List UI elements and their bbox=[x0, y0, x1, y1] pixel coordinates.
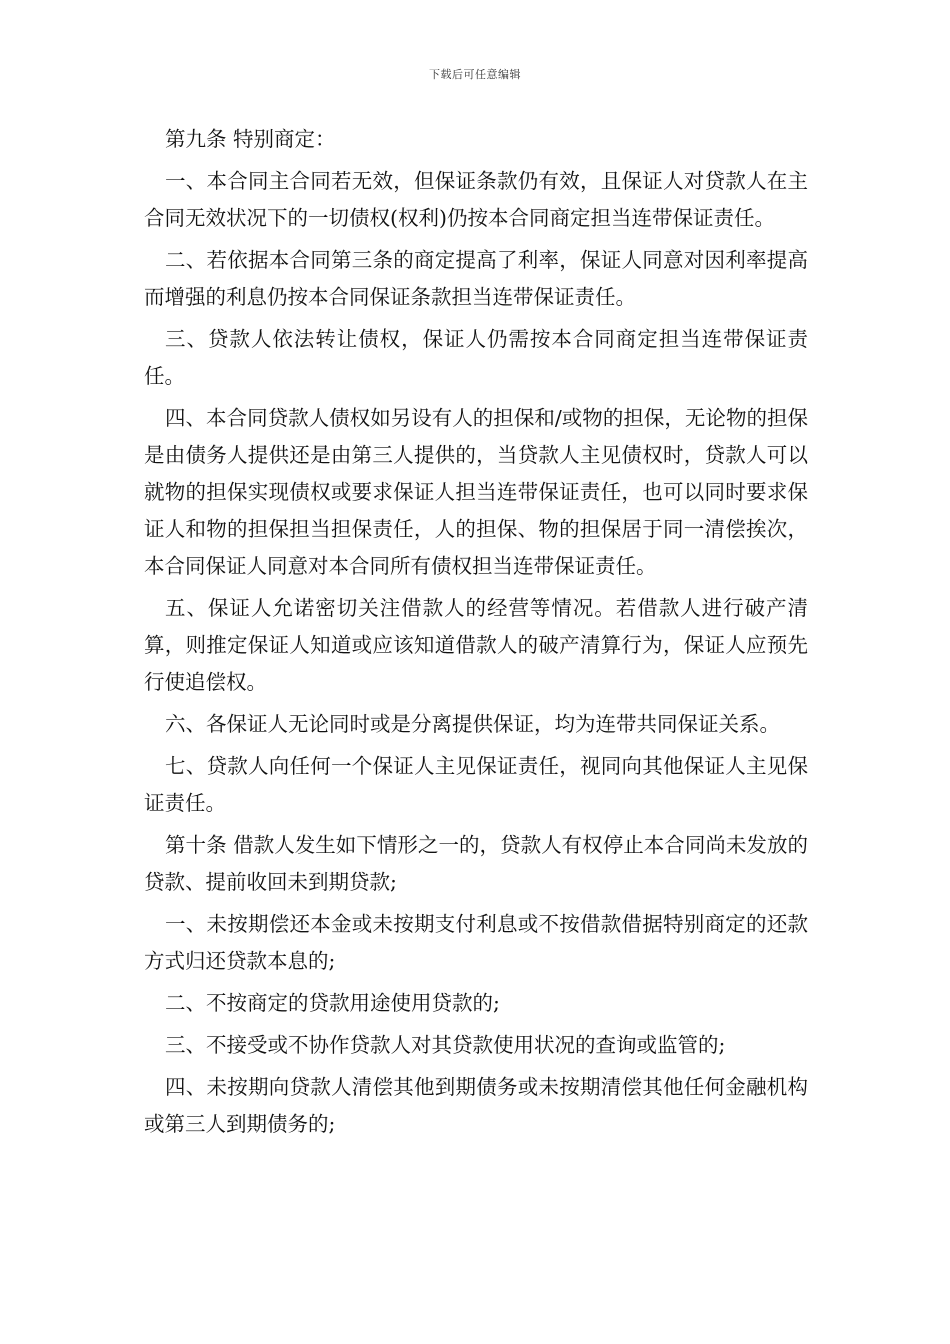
section-heading-article-9: 第九条 特别商定： bbox=[165, 127, 336, 151]
clause-paragraph: 二、不按商定的贷款用途使用贷款的; bbox=[165, 991, 500, 1015]
document-body bbox=[144, 121, 808, 1148]
clause-paragraph: 四、本合同贷款人债权如另设有人的担保和/或物的担保，无论物的担保是由债务人提供还是由第三人提供的，当贷款人主见债权时，贷款人可以就物的担保实现债权或要求保证人担当连带保证责任，也可以同时要求保证人和物的担保担当担保责任，人的担保、物的担保居于同一清偿挨次，本合同保证人同意对本合同所有债权担当连带保证责任。 bbox=[144, 406, 808, 578]
clause-paragraph: 一、未按期偿还本金或未按期支付利息或不按借款借据特别商定的还款方式归还贷款本息的; bbox=[144, 912, 808, 973]
clause-paragraph: 一、本合同主合同若无效，但保证条款仍有效，且保证人对贷款人在主合同无效状况下的一切债权(权利)仍按本合同商定担当连带保证责任。 bbox=[144, 169, 808, 230]
clause-paragraph: 三、贷款人依法转让债权，保证人仍需按本合同商定担当连带保证责任。 bbox=[144, 327, 808, 388]
clause-paragraph: 二、若依据本合同第三条的商定提高了利率，保证人同意对因利率提高而增强的利息仍按本合同保证条款担当连带保证责任。 bbox=[144, 248, 808, 309]
page-header: 下载后可任意编辑 bbox=[429, 68, 521, 81]
clause-paragraph: 四、未按期向贷款人清偿其他到期债务或未按期清偿其他任何金融机构或第三人到期债务的; bbox=[144, 1075, 808, 1136]
section-heading-article-10: 第十条 借款人发生如下情形之一的，贷款人有权停止本合同尚未发放的贷款、提前收回未到期贷款; bbox=[144, 833, 808, 894]
clause-paragraph: 五、保证人允诺密切关注借款人的经营等情况。若借款人进行破产清算，则推定保证人知道或应该知道借款人的破产清算行为，保证人应预先行使追偿权。 bbox=[144, 596, 808, 694]
clause-paragraph: 三、不接受或不协作贷款人对其贷款使用状况的查询或监管的; bbox=[165, 1033, 726, 1057]
clause-paragraph: 六、各保证人无论同时或是分离提供保证，均为连带共同保证关系。 bbox=[165, 712, 780, 736]
clause-paragraph: 七、贷款人向任何一个保证人主见保证责任，视同向其他保证人主见保证责任。 bbox=[144, 754, 808, 815]
